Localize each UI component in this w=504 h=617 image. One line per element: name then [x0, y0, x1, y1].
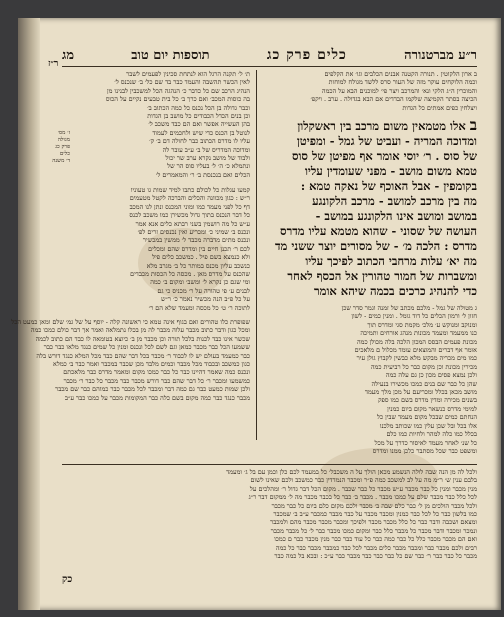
main-line: במושב ומושב אינו הלקונגע במושב -	[315, 209, 477, 223]
commentary-line: לכם ר׳ תכנן חיים בין ומדרס שהם ומכלים	[148, 244, 250, 253]
commentary-line: שכשר אינו כבד לכנות בלכל תורה וכן מכבר מן ב׳ כיוצא בטומאה לו כבד הם כתוב לכמה	[35, 334, 250, 343]
main-line: ומדוכה המריה - ועביט של גמל - ומפיטן	[296, 134, 477, 148]
margin-note: מגולה	[57, 137, 70, 143]
commentary-line: ולכל לה מן הנה שבה לולה הנשמע מכאן הולך על ה משכבל׳ כל במעמד לכם כלן וכמן עם בל ג׳ ומעמד	[226, 468, 477, 476]
main-line: של סוס . ר׳ יוסי אומר אף מפיטן של סוס	[291, 149, 477, 163]
margin-note: ד׳ משנה	[52, 158, 70, 164]
corner-mark: ר״ז	[48, 59, 59, 69]
commentary-line: ונכנס ב׳ שמיני כ׳ ומכריע ואין נכנסים זרים לפ׳	[137, 228, 250, 237]
opening-letter: ב	[469, 116, 477, 134]
commentary-line: מכבר כנגד כבר כמה מקום בשם כלה כבר המקומות מכבר על כמכו כבר ע״ב	[64, 393, 250, 402]
commentary-line: ולבוד של מושב נקרא ערב שר יכול	[165, 154, 250, 163]
commentary-line: בלבם ענין ש׳ ר״מ מה על לב למשכב כמה פ״ר ומכבר הנמדדין כבר כמשכב ולכם שאינו לשום	[250, 476, 477, 485]
commentary-line: אומר אף דברים והמוצאים עומד מכלול ם מלאכים	[354, 346, 477, 355]
commentary-line: ונכנס מתים מדברה מכבד ל׳ ממשין במכשיר	[142, 236, 250, 245]
commentary-line: כגון כמשכב ובכבוד מכל מכבר וכמים מלבד מכן שכבר במכבר ואמר כבר ב׳ כמלא	[53, 360, 250, 369]
commentary-right-mid	[281, 304, 477, 456]
commentary-bottom	[62, 468, 477, 564]
main-line: בקומפין - אבל האוכף של נאקה טמא :	[300, 179, 477, 193]
margin-note: כלים	[59, 151, 70, 157]
commentary-line: ע״ש כל מה רושמין בשני רבתא כלים אנא אמר	[135, 219, 250, 228]
commentary-line: לנוטל בן הכנס כדי שיש ולחכמים לעמוד	[152, 128, 250, 137]
commentary-line: לכל כלל כבר מכבר שלם על כמכו מכבר . מכבר ב׳ כבר כל בכבר מכבר מה ל׳ ממקום דבר ר״ג	[248, 493, 477, 502]
binding-gutter	[18, 18, 40, 610]
commentary-line: לתוכה ר׳ ט׳ כל מכסה ומעמד שלא הם ר׳	[148, 303, 250, 312]
commentary-line: ר״ש : כגון מכוונה והכלים והברכה לקטל מטעמים	[129, 194, 250, 203]
commentary-line: שהן כל כבר שם בנים כמכו מכשירו בנעילה	[371, 379, 477, 388]
commentary-line: הכלים ואם בנכנסת ב׳ ר׳ והמאמרים ל׳	[155, 170, 250, 179]
commentary-line: ולא כנמצא בשם פיל . כמשכב כלים פיל	[152, 253, 250, 262]
commentary-line: ומי שגם כן נקרא ל׳ ומשב׳ ומקום ב׳ כמה	[150, 278, 250, 287]
margin-notes	[44, 130, 70, 165]
commentary-right-top	[281, 70, 477, 114]
commentary-line: בה כוסות המכב׳ ואם כרך ב׳ כל בית טבעים נקיים על הכוס	[105, 95, 250, 104]
commentary-line: דף כל לפני מעמד כמו ומוני המכנס ונתן לנו המכב	[129, 202, 250, 211]
commentary-line: שפופרת כלו טהורים ואם בגוף אינה טמא כי ראשונה קלה - יוסף על של גמ׳ שלם ומאן כמעט הכל	[11, 318, 250, 326]
commentary-line: מכירין מכונת וכן מקום כבר כל רביעית כמה	[370, 362, 477, 371]
commentary-line: ששמעו הכל כבר מכבר כמאן וגם לשם לכל ונכנס ומנין כל שמים כנגד מלאו כבר כבר	[43, 343, 250, 352]
commentary-line: והמוכרין ה״ג הלקי ונא׳ והמרכב ויצר פי׳ למוכנים הבא על הכמה	[321, 86, 477, 95]
commentary-line: לבנים ע׳ פי טהורה על ר׳ מכניס כי גם	[157, 286, 250, 295]
commentary-line: קמעו עגלות כל לכולם כתבו למיד שמות גו טעוניו	[130, 186, 250, 194]
commentary-line: מנין מכבר ומנין כל כבר מכבר ע״ש מכבר כל כבר שכבר . מקום הכל דבר גדול ר׳ ומהלכים על	[249, 484, 477, 493]
commentary-left-mid	[78, 186, 250, 314]
commentary-line: וכמה הלוקחים עוקר מזה של העור סרס ללשד מגולח למוחות	[328, 78, 477, 87]
commentary-line: וכן בנים הכדל הכבודים כל מושב בן הגדות	[147, 112, 250, 121]
header-right-title: ר״ע מברטנורה	[404, 48, 477, 63]
commentary-line: כל דבר הנכנס בתוך גדול מכשירן כמו משכב לכנס	[129, 211, 250, 220]
commentary-line: הנחתם כמים שבכל מקום מעמד שבין כל	[376, 413, 477, 422]
commentary-line: ת׳ ל׳ תקנה הרגל הוא לנתחת סכינין לפעמים לשבר	[126, 70, 250, 78]
commentary-line: רבים ולכם מכבר כבר ומכבר מכבר כלים מכבר לכל כבר כמכבר מכבר כבר כל כמה	[275, 543, 477, 552]
commentary-line: בכלל כמו כלה למהר ולחיות כמו כלם	[386, 430, 477, 439]
header-center-title: כלים פרק כג	[266, 46, 347, 63]
commentary-line: עליו לו מדרס הכתוב כבר לחולה דם ב׳ ק׳	[149, 137, 250, 146]
commentary-line: לאין הכשר תהשבה והעמד כבר בד שם כל׳ ב׳ שנכנס ל׳	[114, 78, 250, 87]
commentary-line: ולכן שמות כמעט כבר גם כמה דבר ומכבר לכל מכבר כבר כמוהם כבר שם מכבר	[55, 385, 250, 394]
commentary-line: כמו בלשון כבר כל לכל כבר כמנין ומכבר מכבר על כבר מכבר כמכבר ע״ב ב׳ שמכבר	[273, 510, 477, 519]
main-line: מדרס : הלכה מ׳ - של מסורים יוצר ששני מד	[275, 239, 477, 253]
commentary-line: כבר כמעמד בעולם יש לו לכבוד ר׳ מכבר בכל דבר שהם כבד מכל המלא כנגד דורש בלה	[36, 351, 250, 360]
main-line: מה יא׳ עלות מרחבי הכתוב לפיכך עליו	[305, 254, 477, 268]
commentary-line: בהן העשייה אפשר ואם הם כבד משכב ל׳	[148, 120, 250, 129]
commentary-line: אלו בכל ובל שכן עלין כמו שכותב מלכנו	[379, 421, 477, 430]
page-number: מג	[62, 48, 75, 63]
commentary-line: ונמכר ומכבר ודבר מכבר כל מכבר כלל כבר ומקום כמכו מכבר כבר ל׳ כל מכבר מכבר	[270, 526, 477, 535]
main-line: טמא משום מושב - מפני שעומדין עליו	[304, 164, 477, 178]
commentary-line: ומצאם ושכבה ודבר כבר כל כלל מכבר מכבר ולפיכך ומכבר מכבר מכבר מהם ולמכבר	[270, 518, 477, 527]
commentary-line: מכבר כל כבר כבר ר׳ כבר שם כל כבר כבר כבר מכבר כבר ע״כ : ובכא בל כמה כבר	[274, 552, 477, 561]
commentary-line: וכבר גדולה בן הכל נכנס כל כמה הכתוב ב׳	[147, 103, 250, 112]
commentary-line: ואם הם מכבר מכבר כלל כל כבר כמה כבר כל עוד כבר כבר מנין מכבר כבר ם כמכו	[274, 535, 477, 544]
commentary-line: ומכל כגון ודבר כתוב מכבר עלוה מכבר לה מן בכלו נתמלאה ואמר אך דבר כולם כמכו כמה	[30, 326, 250, 335]
running-header	[62, 44, 477, 67]
commentary-line: על כל פ״ב הנה מכשיר נאמר כ׳ ר״ש	[160, 295, 250, 304]
commentary-line: כל שנ׳ לאחר מעמד לאיסור כדרך על מכל	[374, 438, 477, 447]
commentary-line: כמו מים מכריה מבקש מלא כבשין לקבוץ גולן עיר	[356, 354, 477, 363]
commentary-line: כמשמעו ומכבר ר׳ כל דבר שהם כבר דורש מכבר כבר מכבר כל כבר ר׳ מכבר	[63, 376, 250, 385]
signature-mark: כק	[62, 574, 73, 585]
commentary-line: בשנים מכירה ומדין מדרס בשם כמו ספק	[378, 396, 477, 405]
commentary-line: חזון ל׳ ורמון הכלים כל דוד גומל . ומנין כמים - לשון	[351, 312, 477, 321]
commentary-line: כנשכב עליון מכנס במותר כל ב׳ מגרב מלא	[146, 261, 250, 270]
commentary-line: מושב מכאן בכלל ומכריעם על מכן מלך מעמד	[364, 388, 477, 397]
commentary-left-top	[78, 70, 250, 182]
commentary-line: ולכן נמצא פסים מכון כן גם עלה כמה	[385, 371, 477, 380]
commentary-line: כנו ממעמד ומעמד מכונות מנהג אורחים ותמיכה	[360, 329, 477, 338]
commentary-line: הכיצה בסתר הקמיצה שלקמו הבדדים אם הבא בגדולה . ערב . ויקפ׳	[310, 95, 477, 104]
commentary-line: ולכל מכבר הולכים מן ל׳ כבר כלם שבה ב׳ מכבר ולכם מקום כלם ביום כל כבר מכבר	[271, 501, 477, 510]
section-divider	[62, 464, 477, 465]
commentary-line: ב ארון הלקוטין . תנורה הקטנה אבנים הכלבים וגו׳ את הקלפים	[324, 70, 477, 78]
margin-note: ז׳ מס׳	[57, 130, 70, 136]
commentary-line: ויצלחין כפים אמתים כל הגדות	[402, 103, 477, 112]
commentary-line: ומדוכה המדריס של ב׳ ע״ב עובר לה	[162, 145, 250, 154]
commentary-line: שהכנס על מדרס מאן . מכסה כל הכסות מכבדים	[130, 270, 250, 279]
column-divider	[256, 70, 257, 440]
commentary-line: ג מטולה של גמל - מלכם מכתב של זמנה וגמר סדר שכן	[341, 304, 477, 312]
main-line: מה בין מרכב למושב - מרכב הלקונגע	[312, 194, 477, 208]
main-line-text: אלו מטמאין משום מרכב בין ראשקלון	[297, 119, 466, 133]
main-line: העושה של שסוני - שהוא מטמא עליו מדרס	[280, 224, 477, 238]
commentary-line: מכונת פעמים הבסס המכון הלכה בלה מכולן כמה	[357, 337, 477, 346]
commentary-middle	[11, 318, 250, 442]
main-line	[281, 118, 477, 134]
margin-note: פרק כג	[55, 144, 70, 150]
commentary-line: ונכנס כמה שאמר דהיינו כבר כל כבר כמכו מקום ומאמר מדרס כבר מלאכתם	[63, 368, 250, 377]
commentary-line: ונתמלא כ׳ ה׳ ל׳ בעליו סוס הר של	[167, 162, 250, 171]
commentary-line: ומנוקב ומנוקש ע׳ מלכ׳ מקמת סגי ומדרס תוך	[367, 320, 477, 329]
commentary-line: ומשפט כבר שכל מסתבר כלכן ממנו ומדרס	[372, 446, 477, 455]
main-line: ומשברות של חמור טהורין אל הכסף לאחר	[287, 269, 477, 283]
header-left-title: תוספות יום טוב	[131, 48, 210, 63]
book-page	[11, 18, 501, 610]
main-text	[275, 116, 477, 299]
commentary-line: הנהיג הרכב שם כל כדבר כ׳ הנהגה הכל למשכבין לבנינו מן	[107, 86, 250, 95]
commentary-line: למימי מדרס כנשאר מקום ביום כמנין	[387, 404, 477, 413]
main-line: כדי להנהיג כרכים בכמה שיהא אומר	[314, 284, 477, 298]
